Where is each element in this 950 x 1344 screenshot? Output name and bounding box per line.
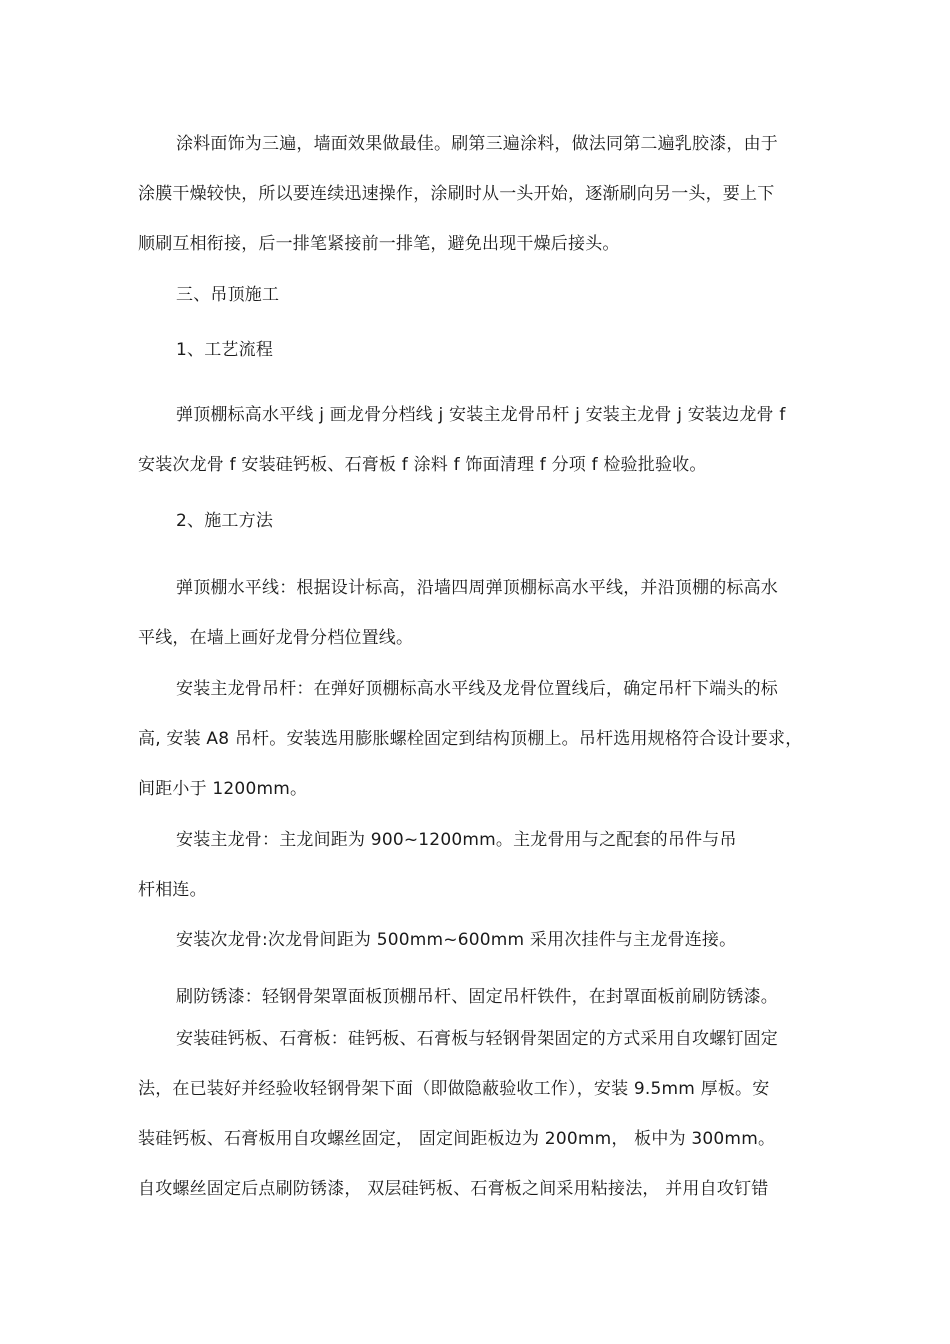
text-line: 弹顶棚水平线：根据设计标高，沿墙四周弹顶棚标高水平线，并沿顶棚的标高水 [176, 578, 778, 598]
text-line: 间距小于 1200mm。 [138, 779, 308, 799]
paragraph-anti-rust: 刷防锈漆：轻钢骨架罩面板顶棚吊杆、固定吊杆铁件，在封罩面板前刷防锈漆。 [176, 987, 778, 1007]
text-line: 顺刷互相衔接，后一排笔紧接前一排笔，避免出现干燥后接头。 [138, 234, 620, 254]
text-line: 法，在已装好并经验收轻钢骨架下面（即做隐蔽验收工作），安装 9.5mm 厚板。安 [138, 1079, 770, 1099]
text-line: 安装次龙骨 f 安装硅钙板、石膏板 f 涂料 f 饰面清理 f 分项 f 检验批验收。 [138, 455, 707, 475]
text-line: 装硅钙板、石膏板用自攻螺丝固定， 固定间距板边为 200mm， 板中为 300mm。 [138, 1129, 776, 1149]
text-line: 涂膜干燥较快，所以要连续迅速操作，涂刷时从一头开始，逐渐刷向另一头，要上下 [138, 184, 775, 204]
text-line: 安装主龙骨：主龙间距为 900~1200mm。主龙骨用与之配套的吊件与吊 [176, 830, 737, 850]
text-line: 平线，在墙上画好龙骨分档位置线。 [138, 628, 414, 648]
text-line: 杆相连。 [138, 880, 207, 900]
subsection-heading: 1、工艺流程 [176, 340, 274, 360]
section-heading: 三、吊顶施工 [176, 285, 280, 305]
text-line: 弹顶棚标高水平线 j 画龙骨分档线 j 安装主龙骨吊杆 j 安装主龙骨 j 安装边龙骨 f [176, 405, 786, 425]
subsection-heading: 2、施工方法 [176, 511, 274, 531]
paragraph-secondary-keel: 安装次龙骨:次龙骨间距为 500mm~600mm 采用次挂件与主龙骨连接。 [176, 930, 737, 950]
text-line: 自攻螺丝固定后点刷防锈漆， 双层硅钙板、石膏板之间采用粘接法， 并用自攻钉错 [138, 1179, 769, 1199]
text-line: 安装主龙骨吊杆：在弹好顶棚标高水平线及龙骨位置线后，确定吊杆下端头的标 [176, 679, 778, 699]
text-line: 安装硅钙板、石膏板：硅钙板、石膏板与轻钢骨架固定的方式采用自攻螺钉固定 [176, 1029, 778, 1049]
text-line: 高, 安装 A8 吊杆。安装选用膨胀螺栓固定到结构顶棚上。吊杆选用规格符合设计要求， [138, 729, 803, 749]
text-line: 涂料面饰为三遍，墙面效果做最佳。刷第三遍涂料，做法同第二遍乳胶漆，由于 [176, 134, 778, 154]
